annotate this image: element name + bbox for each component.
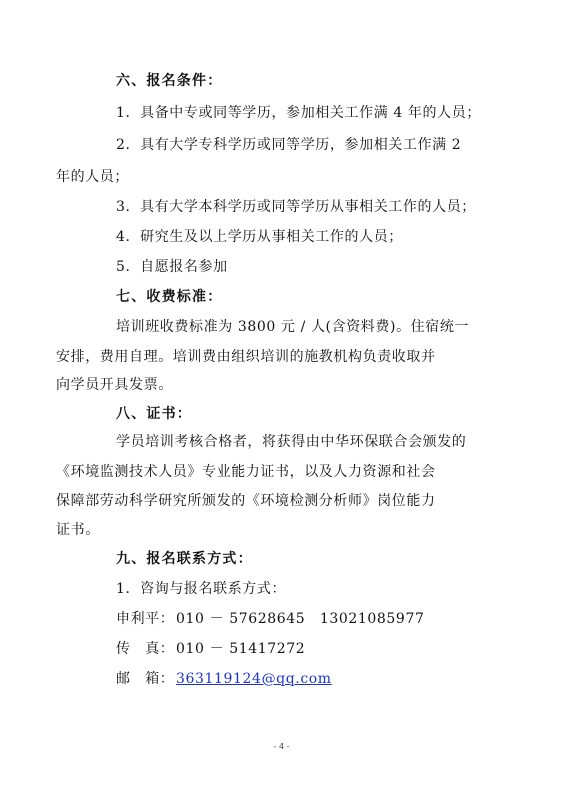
section-seven-line-2: 安排，费用自理。培训费由组织培训的施教机构负责收取并 — [56, 349, 436, 365]
section-six-item-1: 1．具备中专或同等学历，参加相关工作满 4 年的人员； — [116, 105, 481, 121]
section-six-heading: 六、报名条件： — [116, 73, 223, 89]
email-link[interactable]: 363119124@qq.com — [176, 671, 332, 687]
fax-row — [116, 639, 556, 659]
section-seven-line-1: 培训班收费标准为 3800 元 / 人(含资料费)。住宿统一 — [116, 319, 470, 335]
section-seven-heading: 七、收费标准： — [116, 289, 223, 305]
email-row — [116, 669, 556, 689]
section-six-item-3: 3．具有大学本科学历或同等学历从事相关工作的人员； — [116, 199, 476, 215]
section-eight-line-3: 保障部劳动科学研究所颁发的《环境检测分析师》岗位能力 — [56, 493, 436, 509]
contact-person-phone: 010 － 57628645 13021085977 — [176, 611, 425, 627]
fax-number: 010 － 51417272 — [176, 641, 306, 657]
section-seven-line-3: 向学员开具发票。 — [56, 377, 173, 393]
section-six-item-5: 5．自愿报名参加 — [116, 259, 228, 275]
section-nine-heading: 九、报名联系方式： — [116, 551, 253, 567]
email-label: 邮 箱： — [116, 671, 175, 687]
section-eight-line-1: 学员培训考核合格者，将获得由中华环保联合会颁发的 — [116, 434, 467, 450]
section-six-item-4: 4．研究生及以上学历从事相关工作的人员； — [116, 229, 403, 245]
section-eight-heading: 八、证书： — [116, 406, 192, 422]
section-six-item-2-continued: 年的人员； — [56, 169, 129, 185]
fax-label: 传 真： — [116, 641, 175, 657]
section-eight-line-4: 证书。 — [56, 522, 100, 538]
contact-person-row — [116, 609, 556, 629]
contact-person-label: 申利平： — [116, 611, 175, 627]
section-nine-intro: 1．咨询与报名联系方式： — [116, 581, 287, 597]
section-six-item-2: 2．具有大学专科学历或同等学历，参加相关工作满 2 — [116, 137, 462, 153]
section-eight-line-2: 《环境监测技术人员》专业能力证书，以及人力资源和社会 — [56, 464, 436, 480]
page-number: - 4 - — [273, 742, 290, 751]
